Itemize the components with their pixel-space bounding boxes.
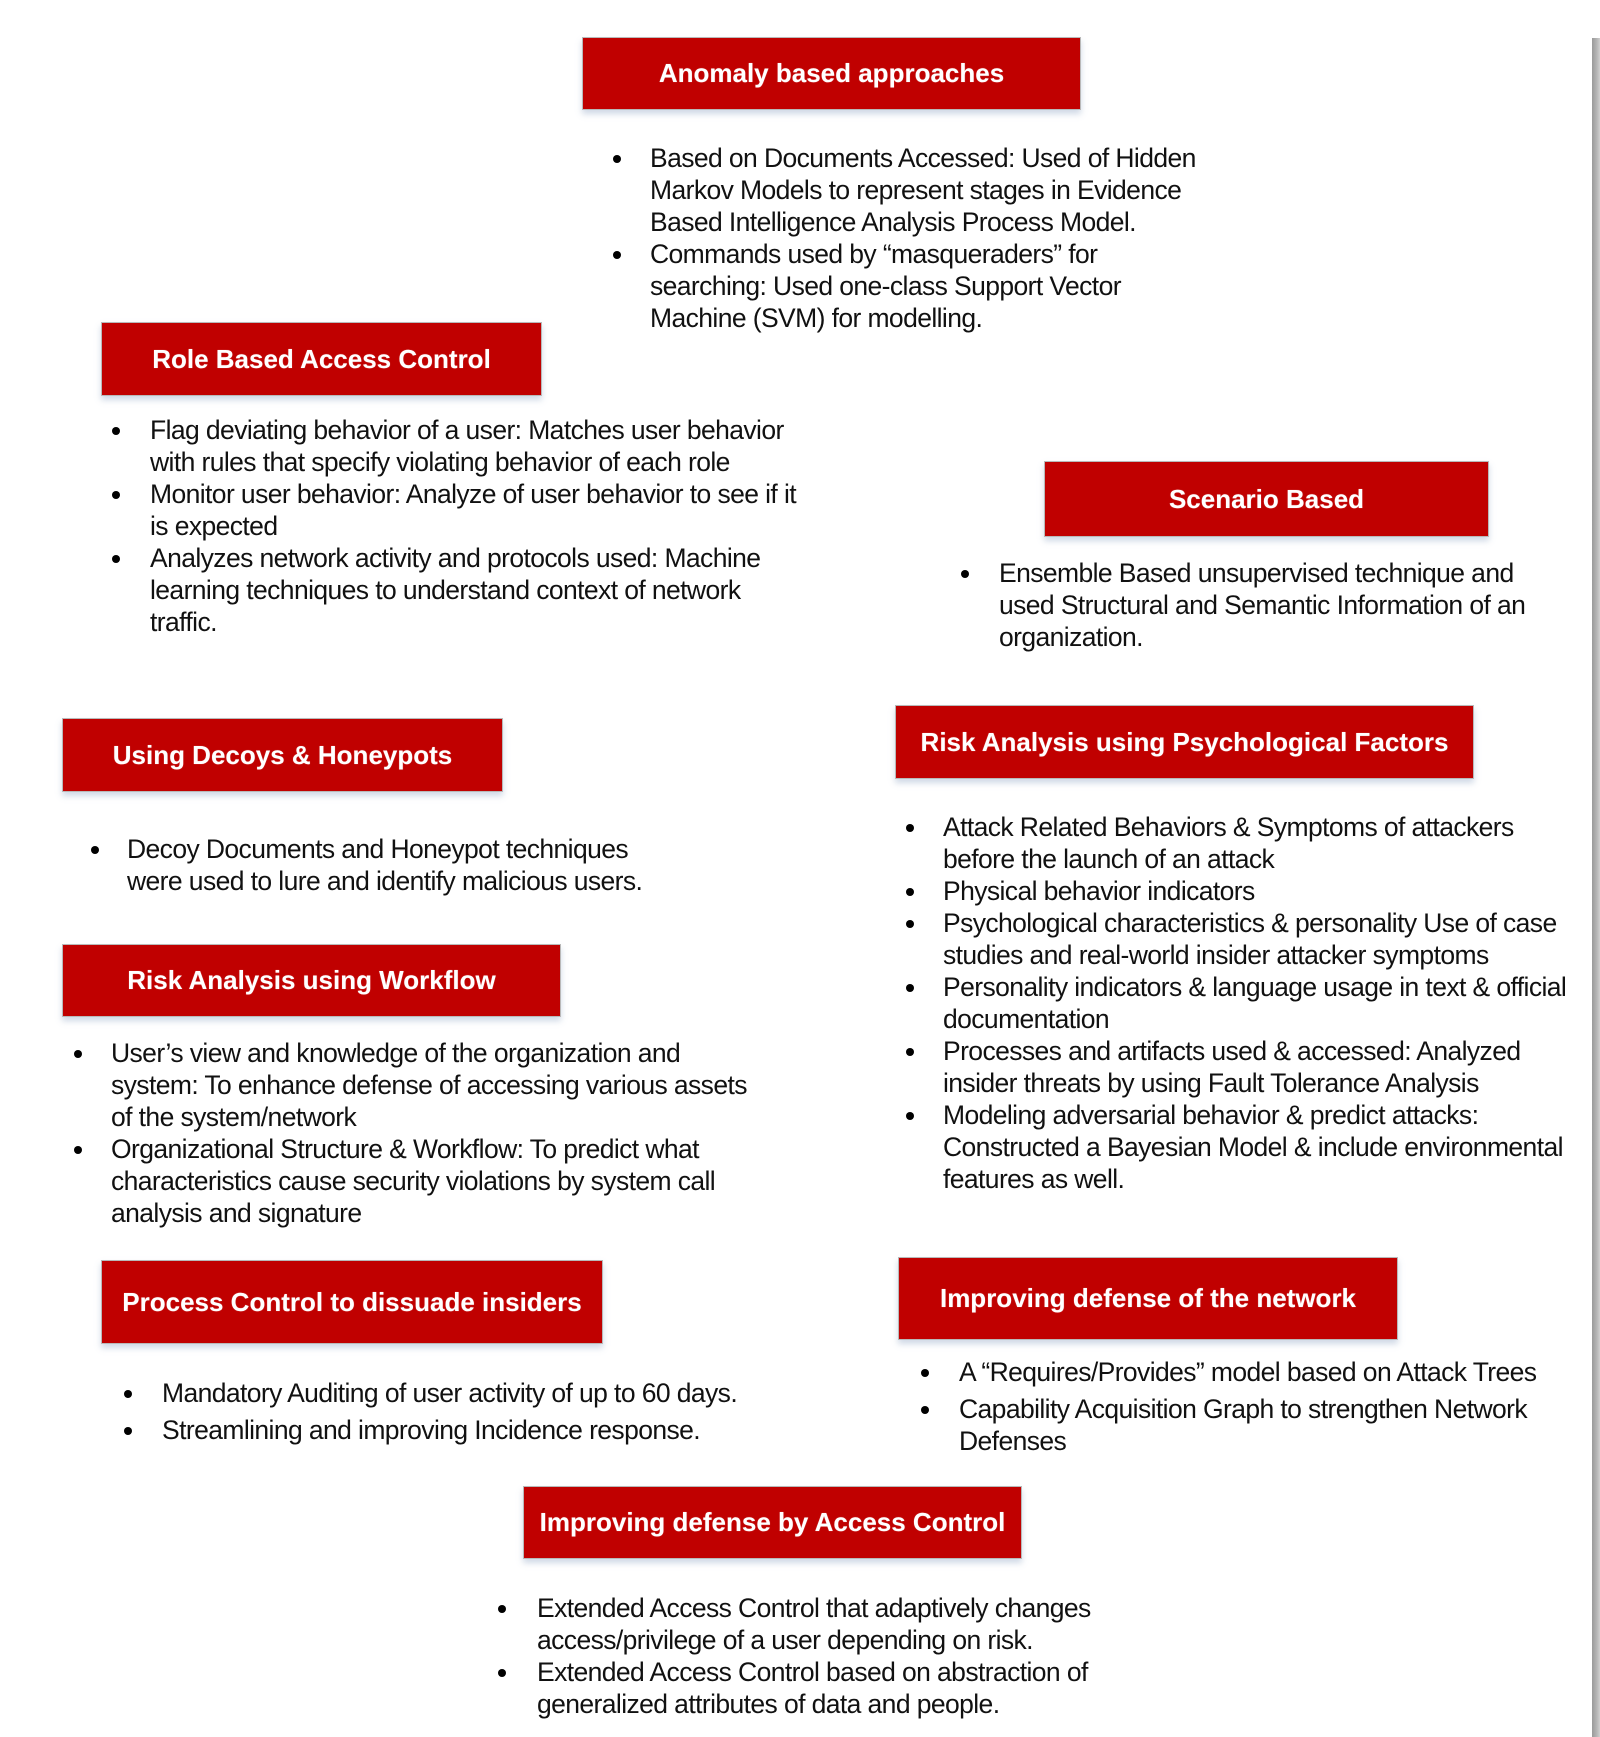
list-item: Processes and artifacts used & accessed: Analyzed insider threats by using Fault Tolerance Analysis	[906, 1035, 1586, 1099]
list-item: Physical behavior indicators	[906, 875, 1586, 907]
scenario-title: Scenario Based	[1168, 483, 1365, 514]
psych-header	[895, 705, 1474, 779]
list-item: Flag deviating behavior of a user: Matches user behavior with rules that specify violating behavior of each role	[112, 414, 812, 478]
network-header	[898, 1257, 1398, 1340]
bullet-icon	[906, 1048, 914, 1056]
workflow-list	[74, 1037, 774, 1229]
list-item: Psychological characteristics & personality Use of case studies and real-world insider attacker symptoms	[906, 907, 1586, 971]
role-based-title: Role Based Access Control	[152, 343, 491, 374]
bullet-icon	[124, 1390, 132, 1398]
access-control-title: Improving defense by Access Control	[539, 1507, 1006, 1537]
anomaly-list	[613, 142, 1213, 334]
list-item: Extended Access Control that adaptively changes access/privilege of a user depending on risk.	[498, 1592, 1158, 1656]
bullet-icon	[906, 1112, 914, 1120]
list-item: Extended Access Control based on abstraction of generalized attributes of data and people.	[498, 1656, 1158, 1720]
list-item: Attack Related Behaviors & Symptoms of attackers before the launch of an attack	[906, 811, 1586, 875]
bullet-icon	[498, 1669, 506, 1677]
role-based-list	[112, 414, 812, 638]
list-item: Decoy Documents and Honeypot techniques were used to lure and identify malicious users.	[91, 833, 681, 897]
list-item: A “Requires/Provides” model based on Attack Trees	[921, 1356, 1596, 1388]
bullet-icon	[613, 251, 621, 259]
process-control-list	[124, 1377, 824, 1446]
access-control-header	[523, 1486, 1022, 1559]
list-item: Personality indicators & language usage in text & official documentation	[906, 971, 1586, 1035]
workflow-header	[62, 944, 561, 1017]
bullet-icon	[74, 1146, 82, 1154]
list-item: Streamlining and improving Incidence response.	[124, 1414, 824, 1446]
list-item: Capability Acquisition Graph to strengthen Network Defenses	[921, 1393, 1596, 1457]
bullet-icon	[906, 888, 914, 896]
psych-title: Risk Analysis using Psychological Factors	[920, 726, 1449, 757]
list-item: Commands used by “masqueraders” for searching: Used one-class Support Vector Machine (SVM) for modelling.	[613, 238, 1213, 334]
list-item: Based on Documents Accessed: Used of Hidden Markov Models to represent stages in Evidence Based Intelligence Analysis Process Model.	[613, 142, 1213, 238]
bullet-icon	[74, 1050, 82, 1058]
decoys-list	[91, 833, 681, 897]
bullet-icon	[921, 1406, 929, 1414]
bullet-icon	[613, 155, 621, 163]
process-control-header	[101, 1260, 603, 1344]
bullet-icon	[921, 1369, 929, 1377]
bullet-icon	[112, 427, 120, 435]
list-item: Mandatory Auditing of user activity of up to 60 days.	[124, 1377, 824, 1409]
role-based-header	[101, 322, 542, 396]
bullet-icon	[112, 555, 120, 563]
bullet-icon	[112, 491, 120, 499]
list-item: Organizational Structure & Workflow: To predict what characteristics cause security violations by system call analysis and signature	[74, 1133, 774, 1229]
bullet-icon	[498, 1605, 506, 1613]
network-list	[921, 1356, 1596, 1457]
decoys-header	[62, 718, 503, 792]
psych-list	[906, 811, 1586, 1195]
access-control-list	[498, 1592, 1158, 1720]
list-item: Analyzes network activity and protocols used: Machine learning techniques to understand context of network traffic.	[112, 542, 812, 638]
decoys-title: Using Decoys & Honeypots	[112, 739, 453, 770]
bullet-icon	[906, 824, 914, 832]
anomaly-title: Anomaly based approaches	[658, 58, 1005, 88]
bullet-icon	[961, 570, 969, 578]
network-title: Improving defense of the network	[939, 1283, 1357, 1313]
list-item: Ensemble Based unsupervised technique and used Structural and Semantic Information of an organization.	[961, 557, 1561, 653]
bullet-icon	[906, 984, 914, 992]
list-item: Monitor user behavior: Analyze of user behavior to see if it is expected	[112, 478, 812, 542]
scenario-list	[961, 557, 1561, 653]
list-item: Modeling adversarial behavior & predict attacks: Constructed a Bayesian Model & include environmental features as well.	[906, 1099, 1586, 1195]
page-edge-shadow	[1592, 38, 1600, 1737]
anomaly-header	[582, 37, 1081, 110]
list-item: User’s view and knowledge of the organization and system: To enhance defense of accessing various assets of the system/network	[74, 1037, 774, 1133]
scenario-header	[1044, 461, 1489, 537]
workflow-title: Risk Analysis using Workflow	[127, 965, 496, 995]
bullet-icon	[124, 1427, 132, 1435]
process-control-title: Process Control to dissuade insiders	[122, 1286, 582, 1317]
bullet-icon	[91, 846, 99, 854]
bullet-icon	[906, 920, 914, 928]
